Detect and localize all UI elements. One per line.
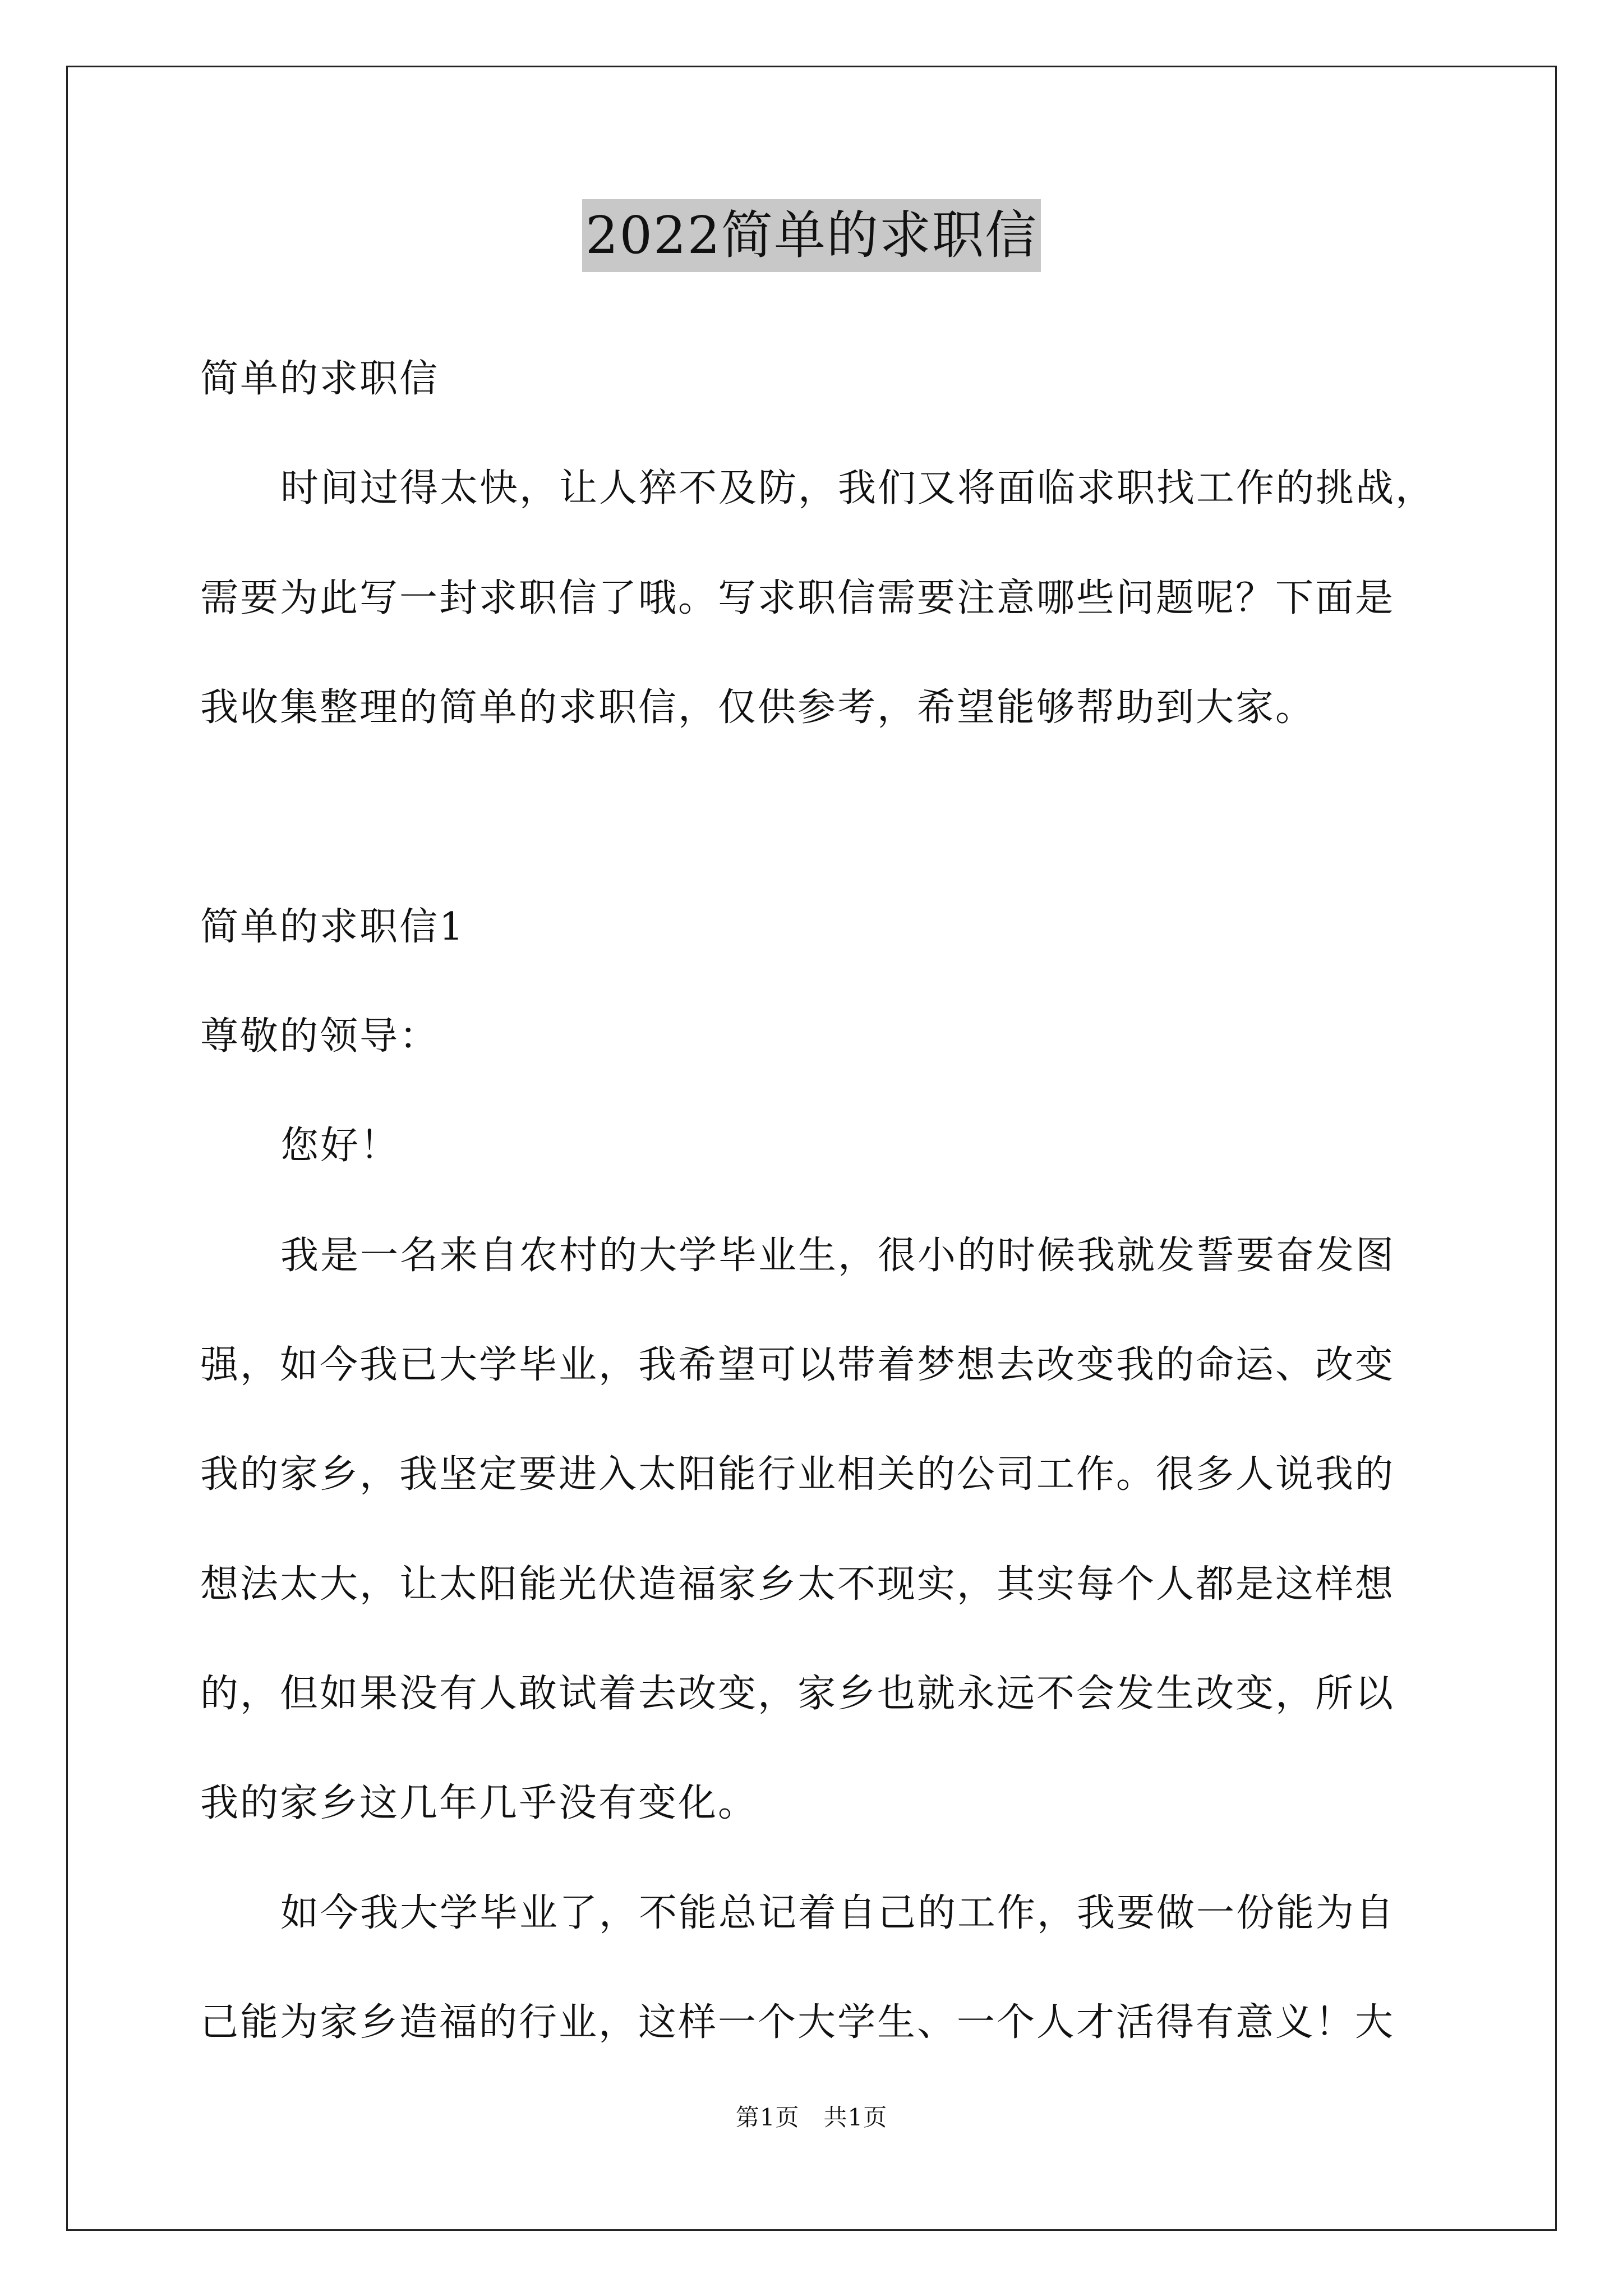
page-footer: 第1页 共1页 (735, 2104, 888, 2131)
title-container (0, 199, 1623, 272)
paragraph-line: 的，但如果没有人敢试着去改变，家乡也就永远不会发生改变，所以 (200, 1672, 1395, 1716)
intro-line: 时间过得太快，让人猝不及防，我们又将面临求职找工作的挑战， (280, 466, 1436, 510)
paragraph-line: 强，如今我已大学毕业，我希望可以带着梦想去改变我的命运、改变 (200, 1343, 1395, 1387)
paragraph-line: 如今我大学毕业了，不能总记着自己的工作，我要做一份能为自 (280, 1891, 1396, 1935)
paragraph-line: 我是一名来自农村的大学毕业生，很小的时候我就发誓要奋发图 (280, 1234, 1396, 1278)
subtitle: 简单的求职信 (200, 357, 440, 401)
document-title: 2022简单的求职信 (582, 199, 1041, 272)
intro-line: 需要为此写一封求职信了哦。写求职信需要注意哪些问题呢？下面是 (200, 576, 1395, 620)
salutation: 尊敬的领导： (200, 1014, 440, 1059)
paragraph-line: 我的家乡这几年几乎没有变化。 (200, 1781, 758, 1825)
greeting: 您好！ (280, 1124, 400, 1168)
paragraph-line: 想法太大，让太阳能光伏造福家乡太不现实，其实每个人都是这样想 (200, 1562, 1395, 1607)
paragraph-line: 我的家乡，我坚定要进入太阳能行业相关的公司工作。很多人说我的 (200, 1452, 1395, 1497)
intro-line: 我收集整理的简单的求职信，仅供参考，希望能够帮助到大家。 (200, 685, 1316, 730)
letter-heading: 简单的求职信1 (200, 905, 465, 949)
paragraph-line: 己能为家乡造福的行业，这样一个大学生、一个人才活得有意义！大 (200, 2000, 1395, 2045)
